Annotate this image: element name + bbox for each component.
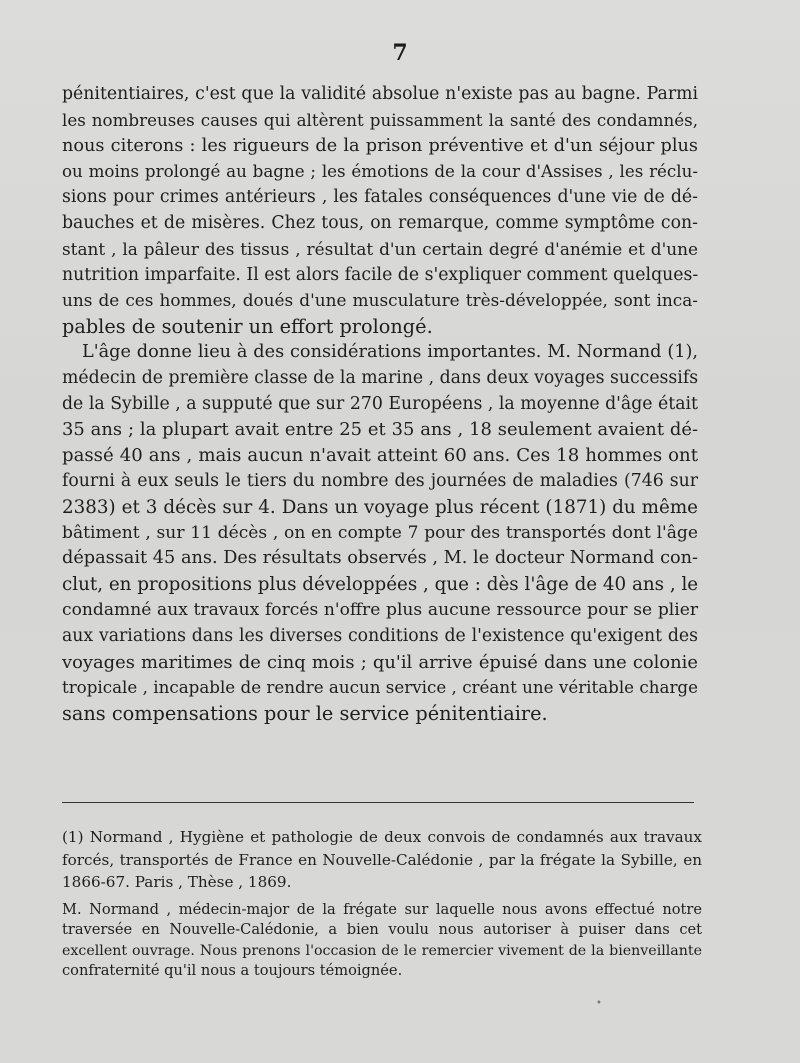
page-number: 7 (392, 40, 408, 66)
footnote-line: confraternité qu'il nous a toujours témoignée. (62, 962, 403, 979)
body-line: passé 40 ans , mais aucun n'avait atteint 60 ans. Ces 18 hommes ont (62, 445, 698, 467)
footnote-line: 1866-67. Paris , Thèse , 1869. (62, 873, 292, 891)
body-line: voyages maritimes de cinq mois ; qu'il arrive épuisé dans une colonie (62, 651, 698, 673)
body-line: pénitentiaires, c'est que la validité absolue n'existe pas au bagne. Parmi (62, 84, 698, 104)
body-line: nous citerons : les rigueurs de la prison préventive et d'un séjour plus (62, 135, 698, 156)
body-line: clut, en propositions plus développées , que : dès l'âge de 40 ans , le (62, 574, 699, 596)
body-line: ou moins prolongé au bagne ; les émotions de la cour d'Assises , les réclu- (62, 161, 698, 182)
footnote-line: M. Normand , médecin-major de la frégate sur laquelle nous avons effectué notre (62, 900, 702, 918)
body-line: nutrition imparfaite. Il est alors facile de s'expliquer comment quelques- (62, 264, 699, 285)
stray-ink-mark: • (596, 998, 602, 1009)
body-line: bauches et de misères. Chez tous, on remarque, comme symptôme con- (62, 212, 698, 233)
body-line: stant , la pâleur des tissus , résultat d'un certain degré d'anémie et d'une (62, 238, 698, 259)
body-line: bâtiment , sur 11 décès , on en compte 7 pour des transportés dont l'âge (62, 522, 698, 543)
body-line: aux variations dans les diverses conditions de l'existence qu'exigent des (62, 625, 698, 646)
footnote-line: excellent ouvrage. Nous prenons l'occasion de le remercier vivement de la bienveillante (62, 942, 702, 959)
footnote-1 (62, 826, 702, 894)
body-line: 2383) et 3 décès sur 4. Dans un voyage plus récent (1871) du même (62, 496, 698, 518)
body-line: les nombreuses causes qui altèrent puissamment la santé des condamnés, (62, 109, 698, 130)
body-line: sions pour crimes antérieurs , les fatales conséquences d'une vie de dé- (62, 187, 698, 208)
body-line: dépassait 45 ans. Des résultats observés , M. le docteur Normand con- (62, 548, 698, 569)
body-line: L'âge donne lieu à des considérations importantes. M. Normand (1), (82, 341, 698, 362)
footnote-line: (1) Normand , Hygiène et pathologie de deux convois de condamnés aux travaux (62, 828, 702, 846)
body-line: sans compensations pour le service pénitentiaire. (62, 702, 548, 726)
body-line: pables de soutenir un effort prolongé. (62, 315, 433, 339)
footnote-2 (62, 900, 702, 982)
footnote-line: traversée en Nouvelle-Calédonie, a bien voulu nous autoriser à puiser dans cet (62, 921, 702, 938)
body-line: fourni à eux seuls le tiers du nombre des journées de maladies (746 sur (62, 470, 698, 491)
footnotes (62, 826, 702, 982)
footnote-divider (62, 802, 694, 803)
body-line: tropicale , incapable de rendre aucun service , créant une véritable charge (62, 677, 698, 698)
body-line: uns de ces hommes, doués d'une musculature très-développée, sont inca- (62, 290, 698, 311)
body-text (62, 82, 698, 727)
body-line: de la Sybille , a supputé que sur 270 Européens , la moyenne d'âge était (62, 393, 698, 414)
footnote-line: forcés, transportés de France en Nouvelle-Calédonie , par la frégate la Sybille, en (62, 850, 702, 869)
body-line: médecin de première classe de la marine , dans deux voyages successifs (62, 367, 699, 388)
body-line: 35 ans ; la plupart avait entre 25 et 35 ans , 18 seulement avaient dé- (62, 419, 698, 441)
body-line: condamné aux travaux forcés n'offre plus aucune ressource pour se plier (62, 599, 698, 620)
